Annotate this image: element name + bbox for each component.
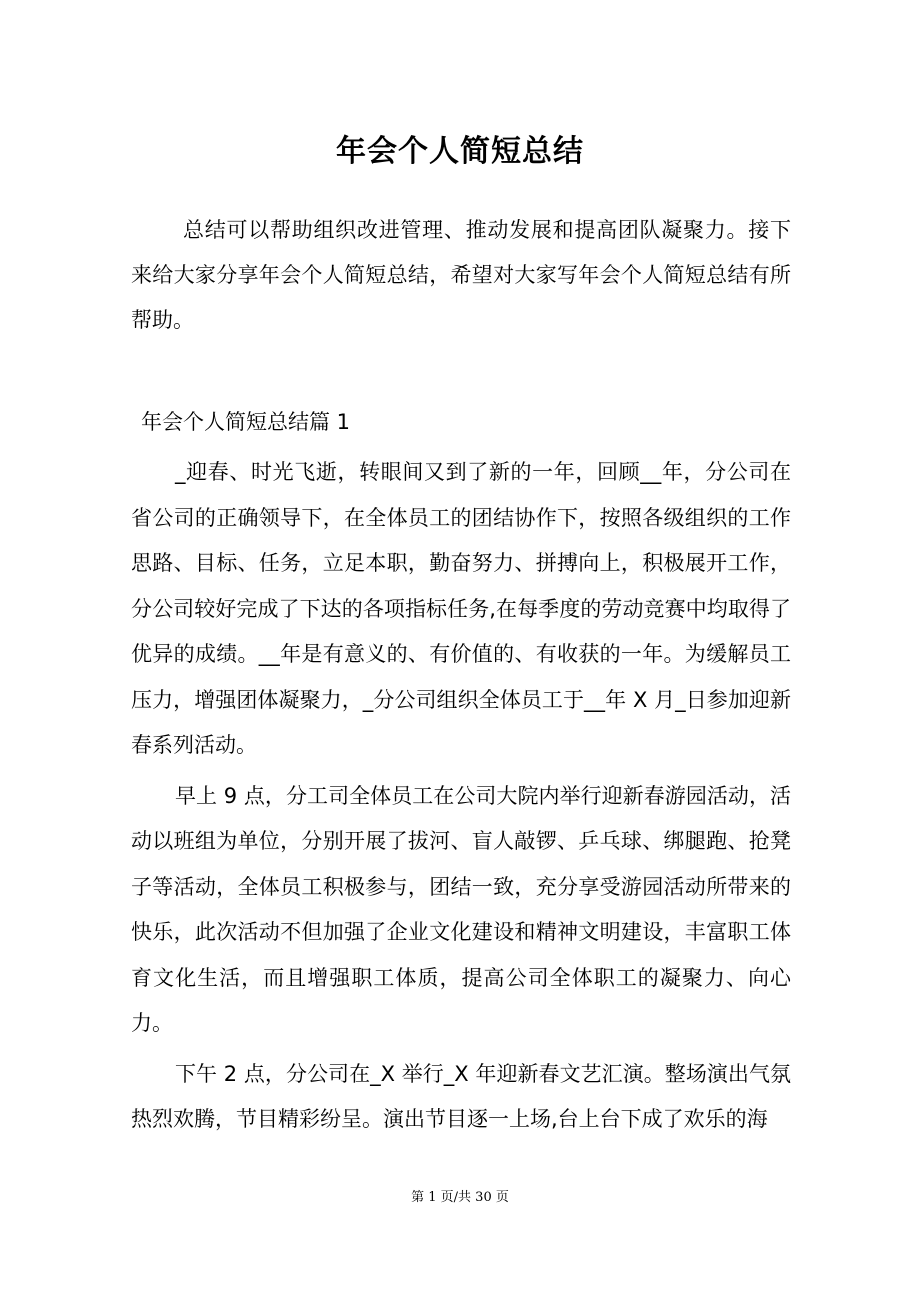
section-heading: 年会个人简短总结篇 1	[141, 410, 351, 434]
body-paragraph: 早上 9 点，分工司全体员工在公司大院内举行迎新春游园活动，活动以班组为单位，分别开展了拔河、盲人敲锣、乒乓球、绑腿跑、抢凳子等活动，全体员工积极参与，团结一致，充分享受游园活动所带来的快乐，此次活动不但加强了企业文化建设和精神文明建设，丰富职工体育文化生活，而且增强职工体质，提高公司全体职工的凝聚力、向心力。	[131, 783, 791, 1035]
page-number-footer: 第 1 页/共 30 页	[411, 1190, 509, 1205]
intro-paragraph: 总结可以帮助组织改进管理、推动发展和提高团队凝聚力。接下来给大家分享年会个人简短总结，希望对大家写年会个人简短总结有所帮助。	[131, 218, 791, 332]
document-title: 年会个人简短总结	[336, 134, 584, 169]
body-text	[131, 450, 791, 1148]
body-paragraph: _迎春、时光飞逝，转眼间又到了新的一年，回顾__年，分公司在省公司的正确领导下，在全体员工的团结协作下，按照各级组织的工作思路、目标、任务，立足本职，勤奋努力、拼搏向上，积极展开工作，分公司较好完成了下达的各项指标任务,在每季度的劳动竞赛中均取得了优异的成绩。__年是有意义的、有价值的、有收获的一年。为缓解员工压力，增强团体凝聚力，_分公司组织全体员工于__年 X 月_日参加迎新春系列活动。	[131, 460, 791, 757]
body-paragraph: 下午 2 点，分公司在_X 举行_X 年迎新春文艺汇演。整场演出气氛热烈欢腾，节目精彩纷呈。演出节目逐一上场,台上台下成了欢乐的海	[131, 1061, 791, 1131]
